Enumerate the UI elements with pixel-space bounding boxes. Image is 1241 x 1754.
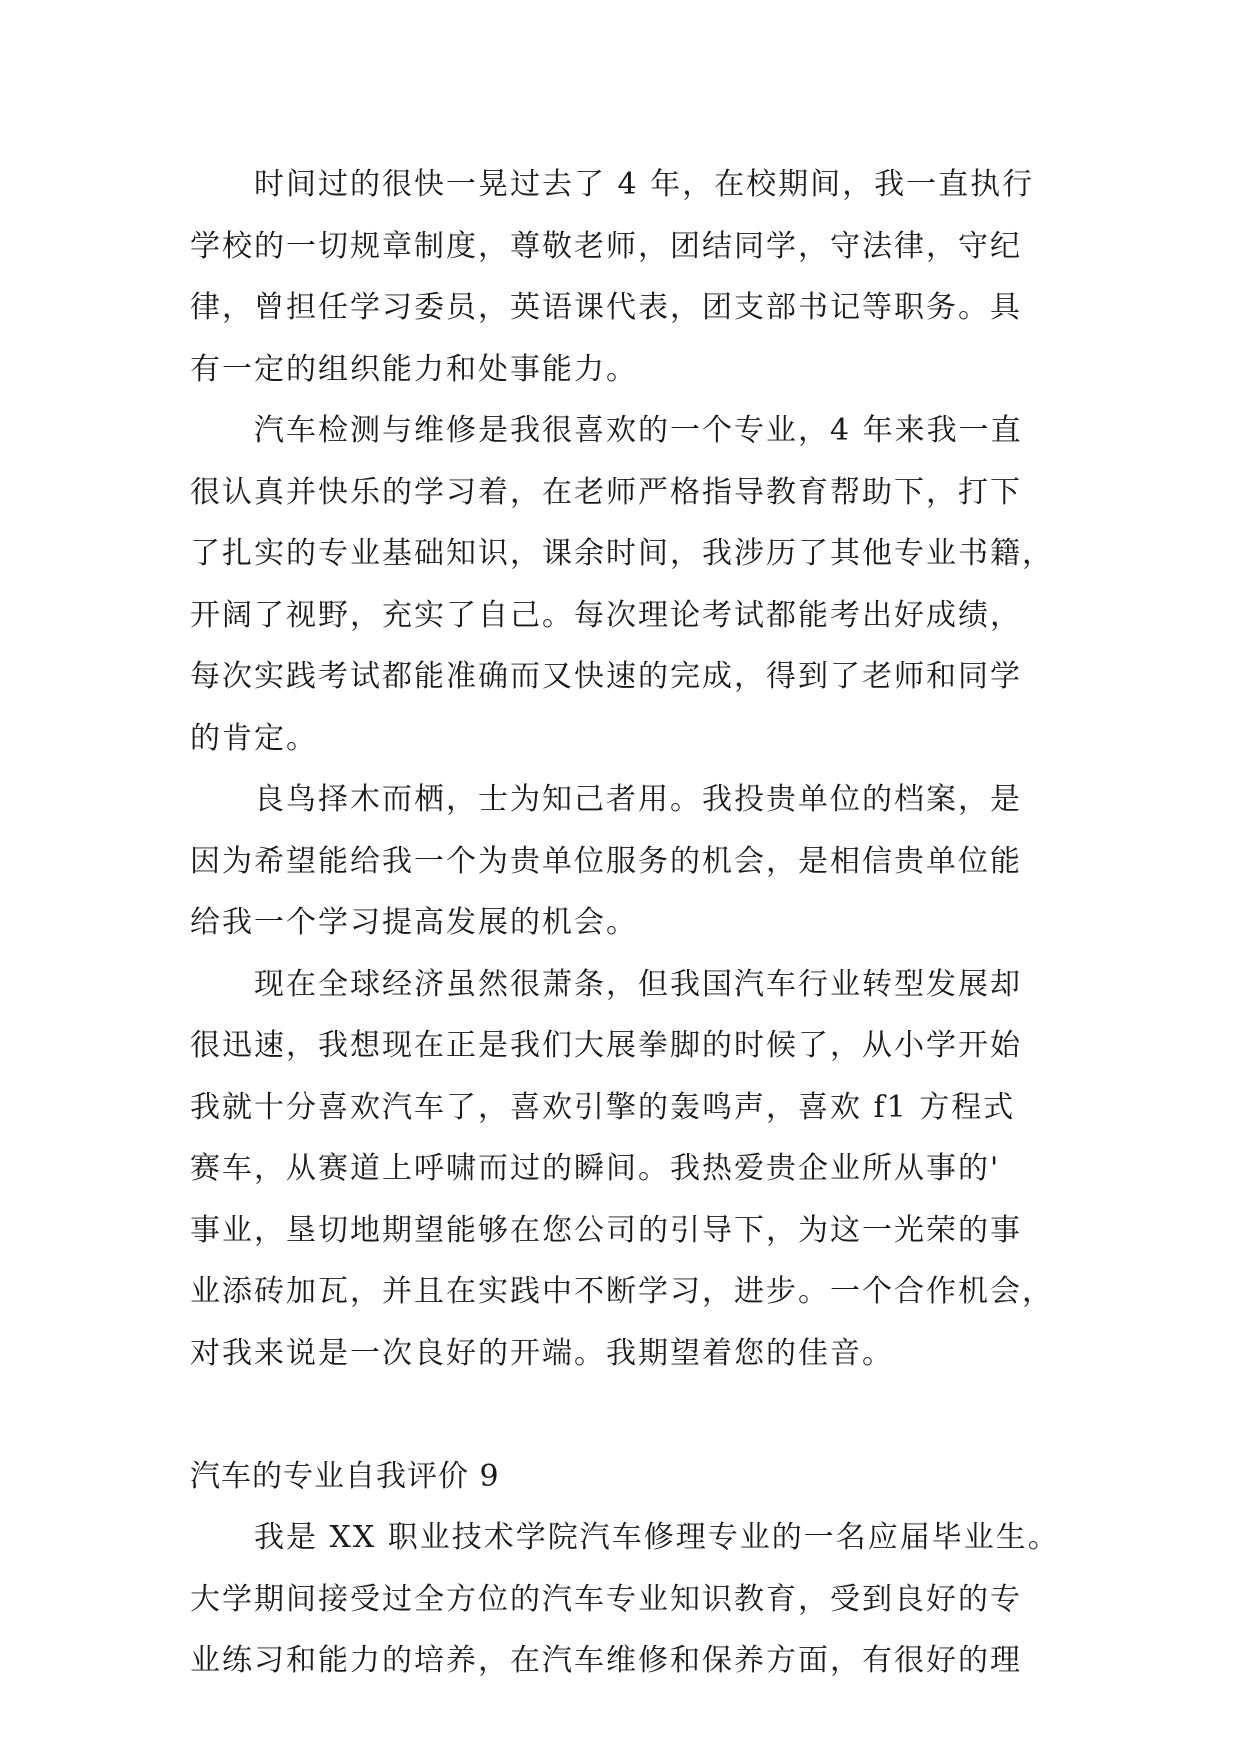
text-line: 现在全球经济虽然很萧条，但我国汽车行业转型发展却: [254, 966, 1022, 1002]
paragraph-2: [190, 400, 1054, 769]
text-line: 的肯定。: [190, 720, 318, 756]
text-line: 很迅速，我想现在正是我们大展拳脚的时候了，从小学开始: [190, 1028, 1022, 1063]
text-line: [190, 1384, 1050, 1446]
text-line: 每次实践考试都能准确而又快速的完成，得到了老师和同学: [190, 659, 1022, 694]
text-line: 很认真并快乐的学习着，在老师严格指导教育帮助下，打下: [190, 474, 1022, 510]
section-title: 汽车的专业自我评价 9: [190, 1458, 500, 1494]
text-line: 有一定的组织能力和处事能力。: [190, 351, 638, 387]
text-line: 赛车，从赛道上呼啸而过的瞬间。我热爱贵企业所从事的': [190, 1151, 1001, 1186]
text-line: 我就十分喜欢汽车了，喜欢引擎的轰鸣声，喜欢 f1 方程式: [190, 1089, 1016, 1125]
text-line: 良鸟择木而栖，士为知己者用。我投贵单位的档案，是: [254, 782, 1022, 817]
text-line: 了扎实的专业基础知识，课余时间，我涉历了其他专业书籍，: [190, 536, 1054, 571]
text-line: 开阔了视野，充实了自己。每次理论考试都能考出好成绩，: [190, 597, 1022, 633]
text-line: 给我一个学习提高发展的机会。: [190, 905, 638, 940]
paragraph-1: [190, 154, 1050, 400]
text-line: 汽车检测与维修是我很喜欢的一个专业，4 年来我一直: [254, 413, 1023, 448]
text-line: 时间过的很快一晃过去了 4 年，在校期间，我一直执行: [254, 167, 1035, 202]
text-line: 大学期间接受过全方位的汽车专业知识教育，受到良好的专: [190, 1581, 1022, 1617]
paragraph-4: [190, 954, 1054, 1446]
text-line: 因为希望能给我一个为贵单位服务的机会，是相信贵单位能: [190, 843, 1022, 879]
text-line: 律，曾担任学习委员，英语课代表，团支部书记等职务。具: [190, 290, 1022, 325]
text-line: 业练习和能力的培养，在汽车维修和保养方面，有很好的理: [190, 1643, 1022, 1678]
text-line: 事业，垦切地期望能够在您公司的引导下，为这一光荣的事: [190, 1212, 1022, 1248]
document-page: [190, 154, 1060, 1692]
text-line: 学校的一切规章制度，尊敬老师，团结同学，守法律，守纪: [190, 228, 1022, 264]
paragraph-3: [190, 769, 1050, 954]
text-line: 对我来说是一次良好的开端。我期望着您的佳音。: [190, 1335, 894, 1371]
text-line: 业添砖加瓦，并且在实践中不断学习，进步。一个合作机会，: [190, 1274, 1054, 1309]
paragraph-5: [190, 1507, 1060, 1692]
text-line: 我是 XX 职业技术学院汽车修理专业的一名应届毕业生。: [254, 1520, 1060, 1555]
